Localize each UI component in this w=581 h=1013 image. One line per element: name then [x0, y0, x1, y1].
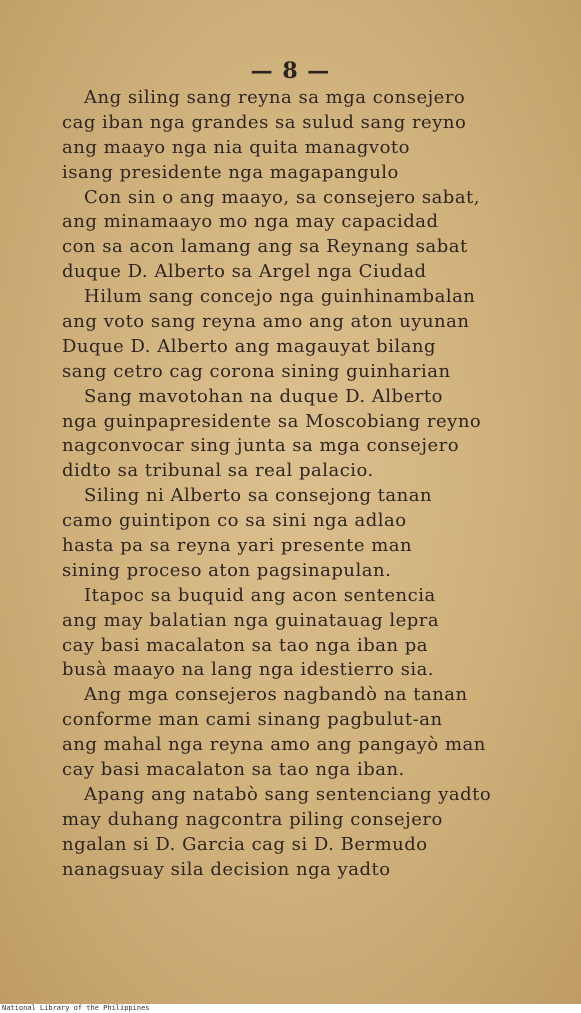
text-line: cag iban nga grandes sa sulud sang reyno — [62, 111, 467, 133]
text-line: sang cetro cag corona sining guinharian — [62, 360, 451, 382]
text-line: ang voto sang reyna amo ang aton uyunan — [62, 311, 470, 333]
text-line: hasta pa sa reyna yari presente man — [62, 535, 413, 557]
text-line: cay basi macalaton sa tao nga iban. — [62, 759, 405, 781]
text-line: Hilum sang concejo nga guinhinambalan — [84, 286, 476, 308]
text-line: ang minamaayo mo nga may capacidad — [62, 211, 439, 233]
text-line: camo guintipon co sa sini nga adlao — [62, 510, 407, 532]
page-number: — 8 — — [250, 58, 331, 84]
text-line: nanagsuay sila decision nga yadto — [62, 858, 391, 880]
text-line: Con sin o ang maayo, sa consejero sabat, — [84, 186, 481, 208]
text-line: nagconvocar sing junta sa mga consejero — [62, 435, 460, 457]
text-line: ang maayo nga nia quita managvoto — [62, 136, 410, 158]
text-line: Itapoc sa buquid ang acon sentencia — [84, 584, 436, 606]
text-line: Sang mavotohan na duque D. Alberto — [84, 385, 443, 407]
text-line: cay basi macalaton sa tao nga iban pa — [62, 634, 429, 656]
text-line: conforme man cami sinang pagbulut-an — [62, 709, 443, 731]
text-line: Siling ni Alberto sa consejong tanan — [84, 485, 433, 507]
text-line: nga guinpapresidente sa Moscobiang reyno — [62, 410, 482, 432]
text-line: busà maayo na lang nga idestierro sia. — [62, 659, 435, 681]
text-line: duque D. Alberto sa Argel nga Ciudad — [62, 261, 427, 283]
poem-text — [62, 86, 542, 883]
text-line: may duhang nagcontra piling consejero — [62, 808, 443, 830]
text-line: con sa acon lamang ang sa Reynang sabat — [62, 236, 468, 258]
text-line: didto sa tribunal sa real palacio. — [62, 460, 374, 482]
text-line: sining proceso aton pagsinapulan. — [62, 559, 392, 581]
text-line: ngalan si D. Garcia cag si D. Bermudo — [62, 833, 428, 855]
text-line: Ang siling sang reyna sa mga consejero — [84, 87, 466, 108]
text-line: isang presidente nga magapangulo — [62, 161, 399, 183]
text-line: ang may balatian nga guinatauag lepra — [62, 609, 440, 631]
text-line: Ang mga consejeros nagbandò na tanan — [84, 684, 468, 706]
text-line: Duque D. Alberto ang magauyat bilang — [62, 335, 437, 357]
library-credit: National Library of the Philippines — [2, 1004, 150, 1012]
text-line: ang mahal nga reyna amo ang pangayò man — [62, 734, 486, 756]
text-line: Apang ang natabò sang sentenciang yadto — [84, 783, 492, 805]
